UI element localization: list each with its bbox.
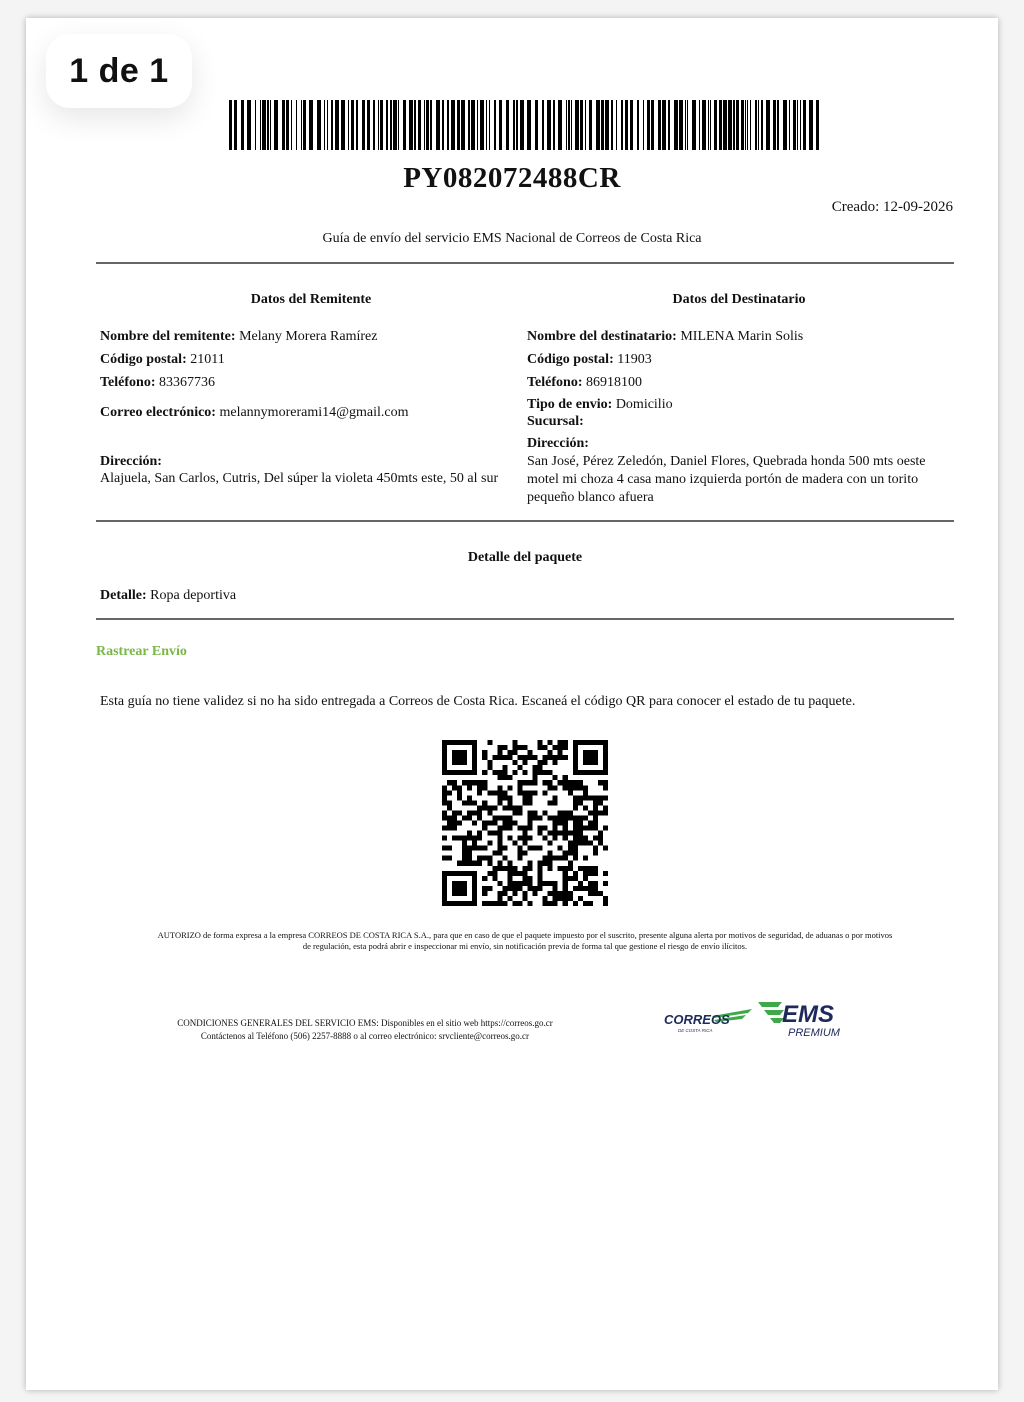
ems-premium-logo [756, 998, 848, 1042]
conditions-line: CONDICIONES GENERALES DEL SERVICIO EMS: Disponibles en el sitio web https://correos.go.cr [177, 1018, 553, 1028]
legal-line: de regulación, esta podrá abrir e inspeccionar mi envío, sin notificación previa de forma tal que gestione el riesgo de envío ilícitos. [302, 941, 748, 951]
validity-notice: Esta guía no tiene validez si no ha sido entregada a Correos de Costa Rica. Escaneá el código QR para conocer el estado de tu paquete. [100, 694, 856, 709]
tracking-qr-code[interactable] [442, 740, 608, 906]
recipient-name: Nombre del destinatario: MILENA Marin Solis [527, 329, 804, 344]
service-conditions [130, 1017, 600, 1043]
recipient-address-line: pequeño blanco afuera [527, 490, 654, 505]
barcode [229, 100, 819, 150]
track-shipment-link[interactable]: Rastrear Envío [96, 644, 187, 659]
sender-name: Nombre del remitente: Melany Morera Ramírez [100, 329, 378, 344]
recipient-branch: Sucursal: [527, 414, 584, 429]
svg-text:EMS: EMS [782, 1001, 835, 1028]
sender-address: Alajuela, San Carlos, Cutris, Del súper la violeta 450mts este, 50 al sur [100, 471, 499, 486]
recipient-address-line: San José, Pérez Zeledón, Daniel Flores, Quebrada honda 500 mts oeste [527, 454, 926, 469]
legal-line: AUTORIZO de forma expresa a la empresa CORREOS DE COSTA RICA S.A., para que en caso de que el paquete impuesto por el suscrito, presente alguna alerta por motivos de seguridad, de aduanas o por motivos [157, 930, 893, 940]
document-subtitle: Guía de envío del servicio EMS Nacional de Correos de Costa Rica [322, 231, 702, 246]
sender-section-title: Datos del Remitente [250, 292, 372, 307]
recipient-address-line: motel mi choza 4 casa mano izquierda portón de madera con un torito [527, 472, 919, 487]
sender-phone: Teléfono: 83367736 [100, 375, 215, 390]
package-detail: Detalle: Ropa deportiva [100, 588, 237, 603]
created-date: Creado: 12-09-2026 [831, 199, 953, 215]
package-section-title: Detalle del paquete [467, 550, 583, 565]
divider [96, 618, 954, 620]
recipient-postal: Código postal: 11903 [527, 352, 652, 367]
legal-authorization [96, 930, 954, 952]
correos-logo [662, 1002, 754, 1036]
recipient-shipping-type: Tipo de envio: Domicilio [527, 397, 673, 412]
recipient-phone: Teléfono: 86918100 [527, 375, 642, 390]
svg-text:DE COSTA RICA: DE COSTA RICA [678, 1028, 713, 1033]
recipient-address-label: Dirección: [527, 436, 589, 451]
recipient-section-title: Datos del Destinatario [672, 292, 806, 307]
page-indicator: 1 de 1 [46, 34, 192, 108]
tracking-number: PY082072488CR [403, 162, 621, 194]
svg-text:CORREOS: CORREOS [664, 1012, 730, 1027]
sender-address-label: Dirección: [100, 454, 162, 469]
sender-email: Correo electrónico: melannymorerami14@gmail.com [100, 405, 409, 420]
divider [96, 262, 954, 264]
svg-text:PREMIUM: PREMIUM [788, 1027, 840, 1039]
divider [96, 520, 954, 522]
conditions-line: Contáctenos al Teléfono (506) 2257-8888 o al correo electrónico: srvcliente@correos.go.cr [200, 1031, 530, 1041]
sender-postal: Código postal: 21011 [100, 352, 225, 367]
